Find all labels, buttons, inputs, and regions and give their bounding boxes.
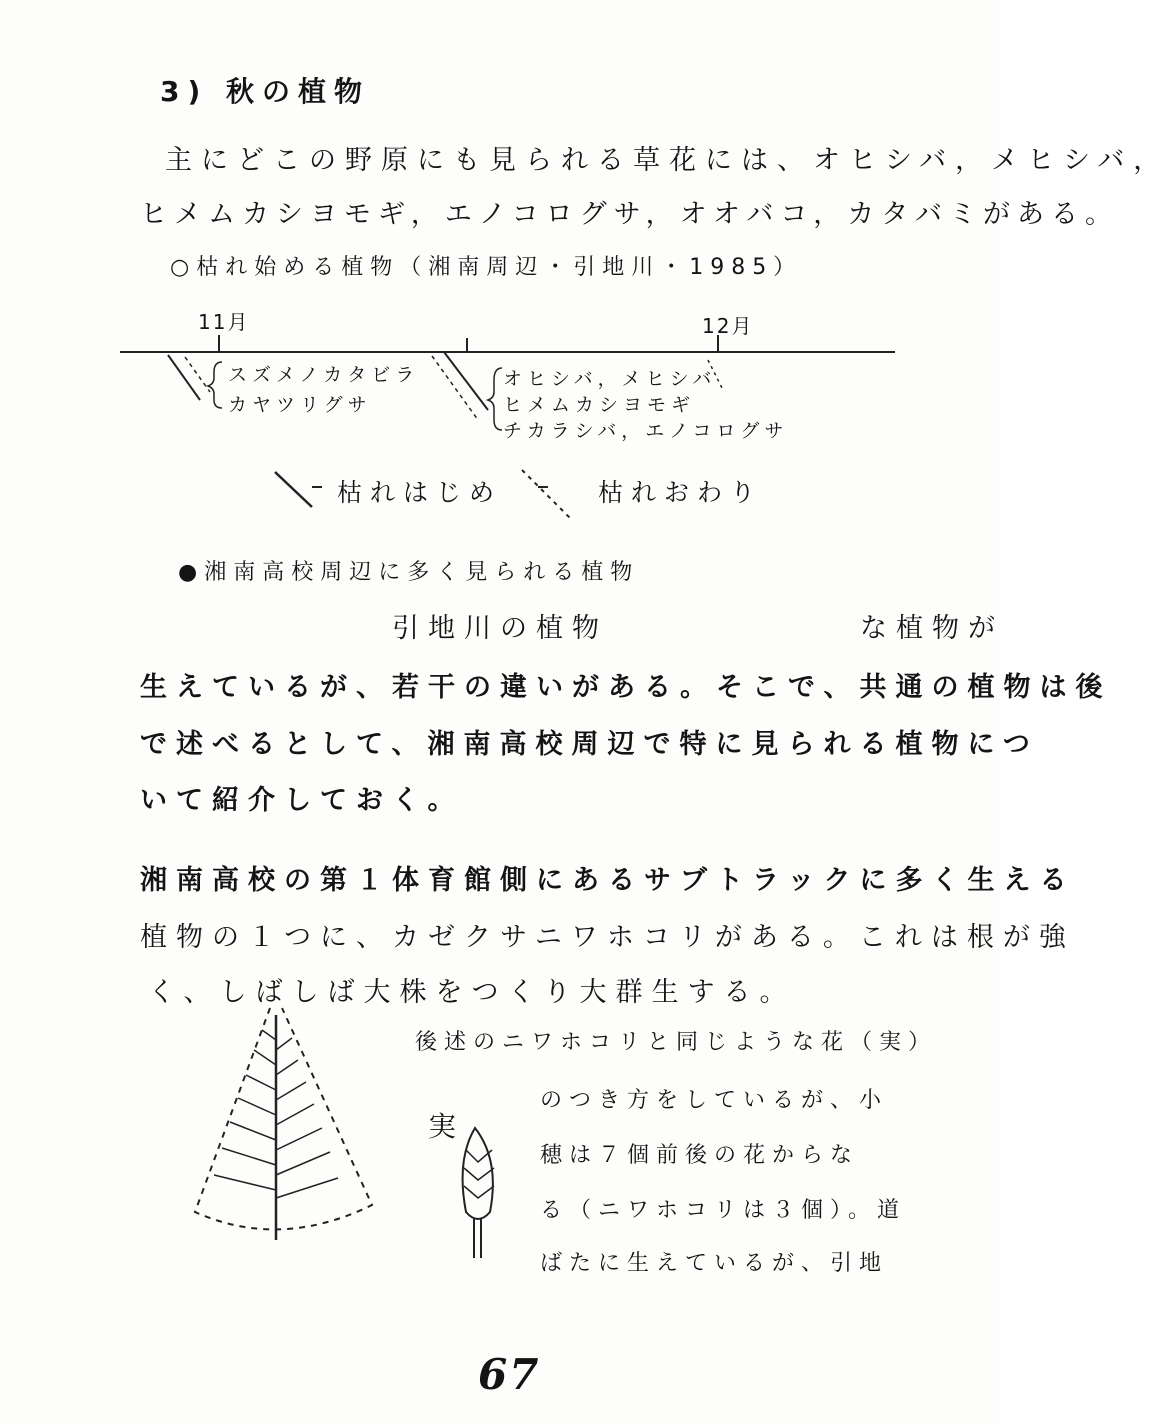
side-text-line-3: 穂は７個前後の花からな: [540, 1143, 860, 1168]
month-dec: 12月: [702, 314, 754, 338]
intro-line-1: 主にどこの野原にも見られる草花には、オヒシバ，メヒシバ，: [165, 145, 1169, 176]
legend-end-label: 枯れおわり: [598, 478, 764, 507]
para2-line-2: 植物の１つに、カゼクサニワホコリがある。これは根が強: [140, 922, 1075, 953]
group2-item-3: チカラシバ，エノコログサ: [503, 420, 789, 442]
sub-heading: ●湘南高校周辺に多く見られる植物: [178, 560, 640, 585]
para1-line-4: いて紹介しておく。: [140, 785, 464, 816]
month-nov: 11月: [198, 310, 250, 334]
para1-line-1: 引地川の植物 な植物が: [140, 613, 1004, 644]
side-text-line-2: のつき方をしているが、小: [540, 1088, 889, 1113]
intro-line-2: ヒメムカシヨモギ，エノコログサ，オオバコ，カタバミがある。: [140, 199, 1119, 230]
group2-item-2: ヒメムカシヨモギ: [503, 394, 696, 416]
para2-line-1: 湘南高校の第１体育館側にあるサブトラックに多く生える: [140, 865, 1076, 896]
para1-line-2: 生えているが、若干の違いがある。そこで、共通の植物は後: [140, 672, 1112, 703]
fruit-label: 実: [428, 1110, 463, 1143]
side-text-line-1: 後述のニワホコリと同じような花（実）: [415, 1030, 938, 1055]
para1-line-3: で述べるとして、湘南高校周辺で特に見られる植物につ: [140, 729, 1039, 760]
para2-line-3: く、しばしば大株をつくり大群生する。: [148, 977, 796, 1008]
group1-item-1: スズメノカタビラ: [228, 364, 420, 386]
spikelet-outline: [463, 1128, 493, 1219]
side-text-line-5: ばたに生えているが、引地: [540, 1251, 889, 1276]
section-title: 3) 秋の植物: [160, 75, 371, 108]
timeline-heading: ○枯れ始める植物（湘南周辺・引地川・1985）: [170, 255, 803, 280]
group1-item-2: カヤツリグサ: [228, 394, 372, 416]
page-number: 67: [478, 1350, 541, 1399]
legend-start-label: 枯れはじめ: [337, 478, 503, 507]
side-text-line-4: る（ニワホコリは３個）。道: [540, 1198, 907, 1223]
group2-item-1: オヒシバ，メヒシバ: [503, 368, 717, 390]
